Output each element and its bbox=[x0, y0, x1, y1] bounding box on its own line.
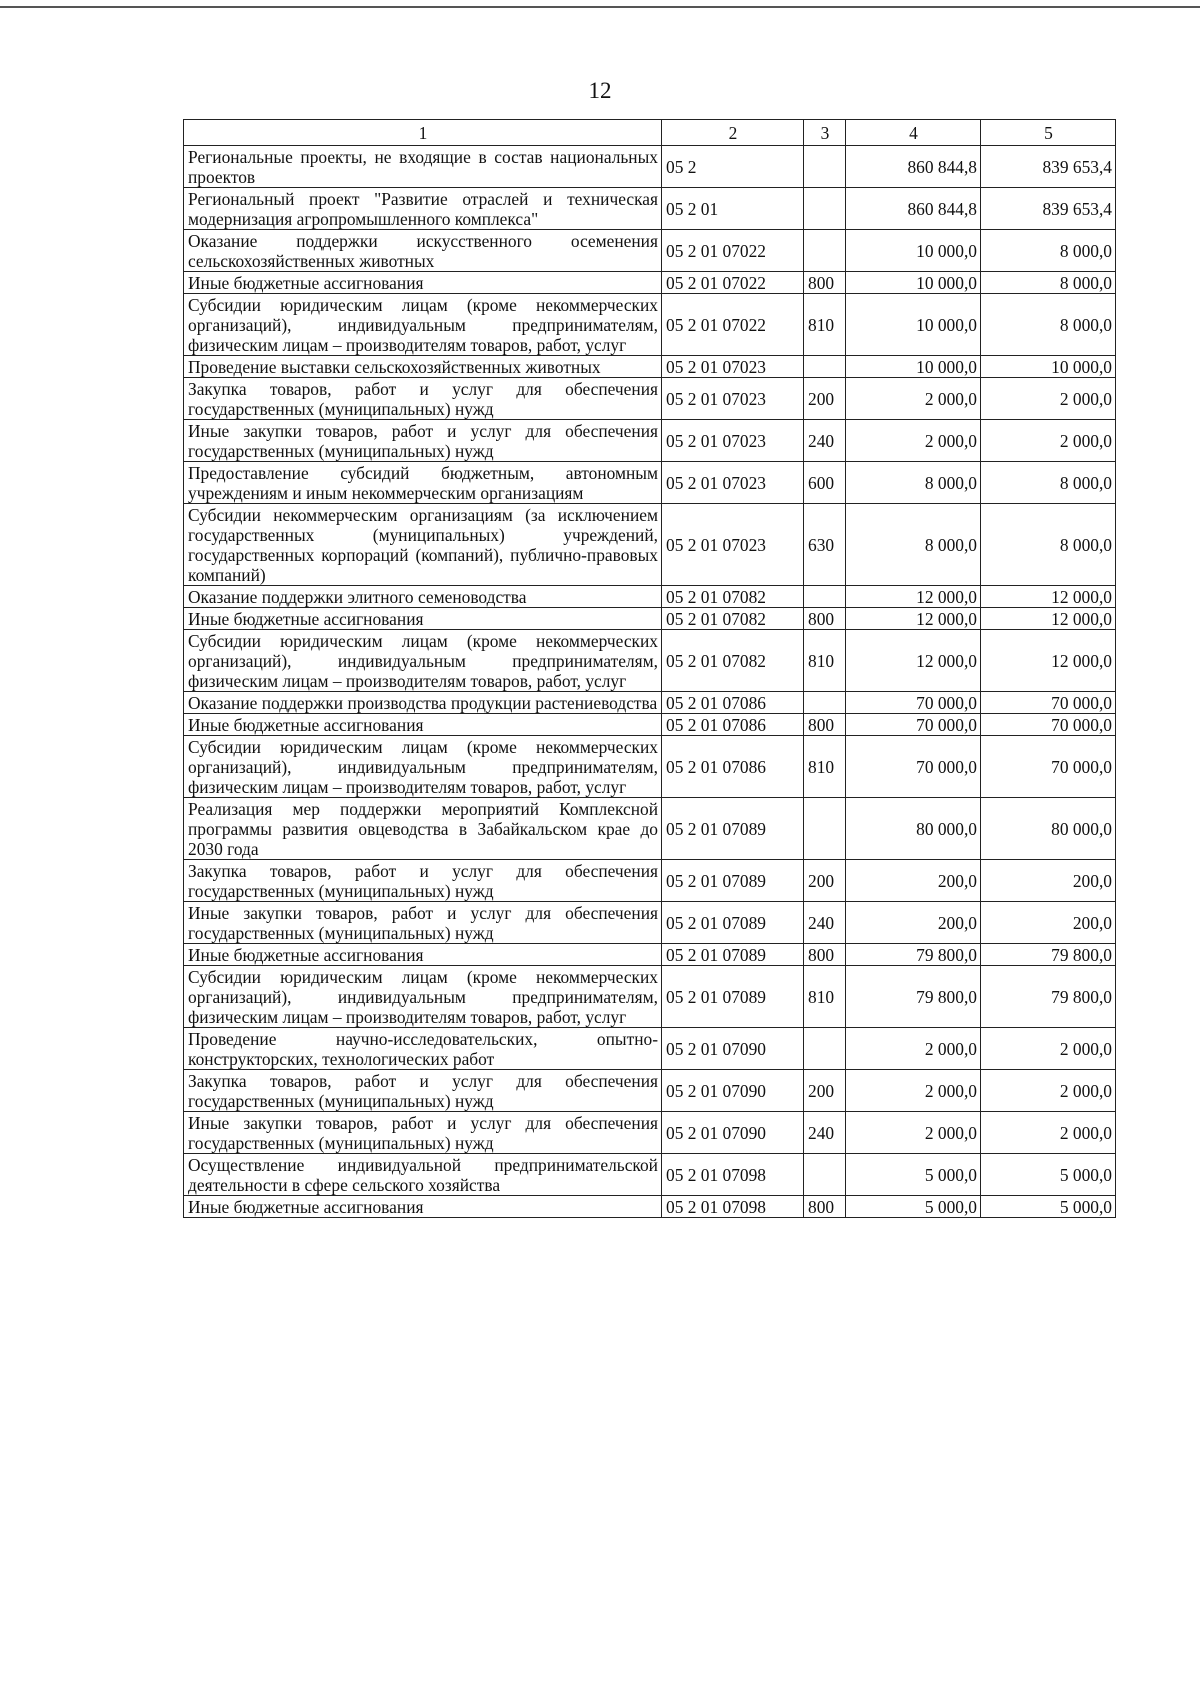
row-value-2-cell: 5 000,0 bbox=[981, 1196, 1116, 1218]
row-kvr-cell bbox=[804, 798, 846, 860]
row-kvr-cell: 810 bbox=[804, 966, 846, 1028]
row-value-1-cell: 860 844,8 bbox=[846, 146, 981, 188]
row-kvr-cell bbox=[804, 1154, 846, 1196]
row-value-2-cell: 8 000,0 bbox=[981, 462, 1116, 504]
row-code-cell: 05 2 01 07086 bbox=[662, 736, 804, 798]
row-value-2-cell: 2 000,0 bbox=[981, 378, 1116, 420]
row-code-cell: 05 2 01 07090 bbox=[662, 1070, 804, 1112]
budget-table bbox=[183, 119, 1116, 1218]
table-row bbox=[184, 692, 1116, 714]
row-value-1-cell: 12 000,0 bbox=[846, 586, 981, 608]
row-value-2-cell: 12 000,0 bbox=[981, 608, 1116, 630]
row-value-2-cell: 70 000,0 bbox=[981, 692, 1116, 714]
row-value-1-cell: 5 000,0 bbox=[846, 1196, 981, 1218]
row-value-1-cell: 70 000,0 bbox=[846, 692, 981, 714]
row-value-2-cell: 5 000,0 bbox=[981, 1154, 1116, 1196]
table-row bbox=[184, 1112, 1116, 1154]
column-header: 5 bbox=[981, 120, 1116, 146]
row-value-2-cell: 2 000,0 bbox=[981, 1112, 1116, 1154]
column-header: 1 bbox=[184, 120, 662, 146]
row-value-2-cell: 80 000,0 bbox=[981, 798, 1116, 860]
row-value-1-cell: 10 000,0 bbox=[846, 272, 981, 294]
row-name-cell: Региональные проекты, не входящие в состав национальных проектов bbox=[184, 146, 662, 188]
row-value-2-cell: 70 000,0 bbox=[981, 736, 1116, 798]
row-kvr-cell: 600 bbox=[804, 462, 846, 504]
row-value-1-cell: 8 000,0 bbox=[846, 462, 981, 504]
table-row bbox=[184, 1070, 1116, 1112]
row-code-cell: 05 2 01 07090 bbox=[662, 1112, 804, 1154]
row-kvr-cell: 810 bbox=[804, 294, 846, 356]
row-name-cell: Оказание поддержки элитного семеноводства bbox=[184, 586, 662, 608]
row-value-1-cell: 10 000,0 bbox=[846, 294, 981, 356]
table-row bbox=[184, 230, 1116, 272]
row-kvr-cell: 800 bbox=[804, 272, 846, 294]
row-name-cell: Региональный проект "Развитие отраслей и техническая модернизация агропромышленного комплекса" bbox=[184, 188, 662, 230]
row-kvr-cell: 810 bbox=[804, 630, 846, 692]
row-name-cell: Иные бюджетные ассигнования bbox=[184, 1196, 662, 1218]
row-name-cell: Иные бюджетные ассигнования bbox=[184, 714, 662, 736]
row-value-2-cell: 10 000,0 bbox=[981, 356, 1116, 378]
row-value-2-cell: 839 653,4 bbox=[981, 146, 1116, 188]
row-name-cell: Иные закупки товаров, работ и услуг для обеспечения государственных (муниципальных) нужд bbox=[184, 1112, 662, 1154]
row-value-2-cell: 200,0 bbox=[981, 902, 1116, 944]
row-code-cell: 05 2 01 07082 bbox=[662, 608, 804, 630]
row-value-1-cell: 200,0 bbox=[846, 902, 981, 944]
row-code-cell: 05 2 01 bbox=[662, 188, 804, 230]
table-row bbox=[184, 356, 1116, 378]
row-name-cell: Иные закупки товаров, работ и услуг для обеспечения государственных (муниципальных) нужд bbox=[184, 902, 662, 944]
row-kvr-cell: 200 bbox=[804, 1070, 846, 1112]
row-value-1-cell: 2 000,0 bbox=[846, 378, 981, 420]
row-kvr-cell: 200 bbox=[804, 378, 846, 420]
table-row bbox=[184, 586, 1116, 608]
row-kvr-cell: 240 bbox=[804, 1112, 846, 1154]
row-code-cell: 05 2 01 07086 bbox=[662, 714, 804, 736]
row-value-2-cell: 79 800,0 bbox=[981, 944, 1116, 966]
row-name-cell: Субсидии юридическим лицам (кроме некоммерческих организаций), индивидуальным предпринимателям, физическим лицам – производителям товаров, работ, услуг bbox=[184, 736, 662, 798]
row-kvr-cell bbox=[804, 586, 846, 608]
top-rule bbox=[0, 6, 1200, 8]
row-value-2-cell: 8 000,0 bbox=[981, 294, 1116, 356]
table-row bbox=[184, 1028, 1116, 1070]
table-row bbox=[184, 1154, 1116, 1196]
row-value-1-cell: 8 000,0 bbox=[846, 504, 981, 586]
row-kvr-cell: 200 bbox=[804, 860, 846, 902]
row-value-2-cell: 8 000,0 bbox=[981, 272, 1116, 294]
row-code-cell: 05 2 01 07089 bbox=[662, 902, 804, 944]
column-header: 4 bbox=[846, 120, 981, 146]
row-value-2-cell: 2 000,0 bbox=[981, 420, 1116, 462]
row-value-1-cell: 10 000,0 bbox=[846, 356, 981, 378]
row-name-cell: Закупка товаров, работ и услуг для обеспечения государственных (муниципальных) нужд bbox=[184, 1070, 662, 1112]
row-value-1-cell: 2 000,0 bbox=[846, 1070, 981, 1112]
table-row bbox=[184, 714, 1116, 736]
row-value-1-cell: 70 000,0 bbox=[846, 714, 981, 736]
row-kvr-cell: 240 bbox=[804, 420, 846, 462]
row-value-1-cell: 2 000,0 bbox=[846, 1112, 981, 1154]
table-row bbox=[184, 736, 1116, 798]
row-code-cell: 05 2 01 07023 bbox=[662, 378, 804, 420]
row-name-cell: Реализация мер поддержки мероприятий Комплексной программы развития овцеводства в Забайкальском крае до 2030 года bbox=[184, 798, 662, 860]
table-row bbox=[184, 504, 1116, 586]
row-value-2-cell: 839 653,4 bbox=[981, 188, 1116, 230]
row-kvr-cell: 800 bbox=[804, 714, 846, 736]
row-name-cell: Осуществление индивидуальной предпринимательской деятельности в сфере сельского хозяйства bbox=[184, 1154, 662, 1196]
row-kvr-cell: 800 bbox=[804, 1196, 846, 1218]
table-row bbox=[184, 420, 1116, 462]
row-code-cell: 05 2 01 07082 bbox=[662, 630, 804, 692]
row-name-cell: Оказание поддержки производства продукции растениеводства bbox=[184, 692, 662, 714]
row-name-cell: Закупка товаров, работ и услуг для обеспечения государственных (муниципальных) нужд bbox=[184, 860, 662, 902]
row-code-cell: 05 2 01 07089 bbox=[662, 944, 804, 966]
column-header: 3 bbox=[804, 120, 846, 146]
row-code-cell: 05 2 bbox=[662, 146, 804, 188]
table-row bbox=[184, 860, 1116, 902]
row-code-cell: 05 2 01 07098 bbox=[662, 1196, 804, 1218]
row-value-2-cell: 79 800,0 bbox=[981, 966, 1116, 1028]
row-name-cell: Проведение научно-исследовательских, опытно-конструкторских, технологических работ bbox=[184, 1028, 662, 1070]
row-name-cell: Иные бюджетные ассигнования bbox=[184, 272, 662, 294]
row-kvr-cell bbox=[804, 1028, 846, 1070]
row-value-2-cell: 2 000,0 bbox=[981, 1070, 1116, 1112]
row-value-1-cell: 12 000,0 bbox=[846, 608, 981, 630]
row-value-2-cell: 200,0 bbox=[981, 860, 1116, 902]
row-code-cell: 05 2 01 07023 bbox=[662, 420, 804, 462]
row-code-cell: 05 2 01 07089 bbox=[662, 798, 804, 860]
row-kvr-cell bbox=[804, 146, 846, 188]
row-value-1-cell: 5 000,0 bbox=[846, 1154, 981, 1196]
row-code-cell: 05 2 01 07022 bbox=[662, 294, 804, 356]
row-code-cell: 05 2 01 07098 bbox=[662, 1154, 804, 1196]
row-code-cell: 05 2 01 07023 bbox=[662, 356, 804, 378]
row-code-cell: 05 2 01 07086 bbox=[662, 692, 804, 714]
table-row bbox=[184, 944, 1116, 966]
row-code-cell: 05 2 01 07022 bbox=[662, 230, 804, 272]
row-name-cell: Субсидии юридическим лицам (кроме некоммерческих организаций), индивидуальным предпринимателям, физическим лицам – производителям товаров, работ, услуг bbox=[184, 294, 662, 356]
row-value-1-cell: 10 000,0 bbox=[846, 230, 981, 272]
row-name-cell: Иные закупки товаров, работ и услуг для обеспечения государственных (муниципальных) нужд bbox=[184, 420, 662, 462]
row-value-1-cell: 70 000,0 bbox=[846, 736, 981, 798]
row-name-cell: Иные бюджетные ассигнования bbox=[184, 608, 662, 630]
row-code-cell: 05 2 01 07023 bbox=[662, 462, 804, 504]
table-row bbox=[184, 798, 1116, 860]
row-value-1-cell: 79 800,0 bbox=[846, 944, 981, 966]
row-value-1-cell: 2 000,0 bbox=[846, 420, 981, 462]
row-kvr-cell: 240 bbox=[804, 902, 846, 944]
table-row bbox=[184, 272, 1116, 294]
row-value-1-cell: 80 000,0 bbox=[846, 798, 981, 860]
row-name-cell: Оказание поддержки искусственного осеменения сельскохозяйственных животных bbox=[184, 230, 662, 272]
column-header: 2 bbox=[662, 120, 804, 146]
row-kvr-cell: 810 bbox=[804, 736, 846, 798]
row-kvr-cell bbox=[804, 230, 846, 272]
page-number: 12 bbox=[588, 78, 612, 103]
table-row bbox=[184, 966, 1116, 1028]
row-name-cell: Иные бюджетные ассигнования bbox=[184, 944, 662, 966]
table-row bbox=[184, 294, 1116, 356]
row-value-2-cell: 70 000,0 bbox=[981, 714, 1116, 736]
row-code-cell: 05 2 01 07089 bbox=[662, 860, 804, 902]
row-value-1-cell: 79 800,0 bbox=[846, 966, 981, 1028]
row-kvr-cell bbox=[804, 356, 846, 378]
row-code-cell: 05 2 01 07089 bbox=[662, 966, 804, 1028]
row-name-cell: Субсидии юридическим лицам (кроме некоммерческих организаций), индивидуальным предпринимателям, физическим лицам – производителям товаров, работ, услуг bbox=[184, 966, 662, 1028]
row-value-2-cell: 8 000,0 bbox=[981, 504, 1116, 586]
table-body bbox=[184, 146, 1116, 1218]
row-kvr-cell bbox=[804, 188, 846, 230]
row-kvr-cell: 800 bbox=[804, 944, 846, 966]
row-code-cell: 05 2 01 07090 bbox=[662, 1028, 804, 1070]
row-code-cell: 05 2 01 07082 bbox=[662, 586, 804, 608]
row-value-2-cell: 8 000,0 bbox=[981, 230, 1116, 272]
row-code-cell: 05 2 01 07023 bbox=[662, 504, 804, 586]
row-name-cell: Предоставление субсидий бюджетным, автономным учреждениям и иным некоммерческим организациям bbox=[184, 462, 662, 504]
row-kvr-cell: 630 bbox=[804, 504, 846, 586]
table-row bbox=[184, 462, 1116, 504]
row-value-2-cell: 12 000,0 bbox=[981, 630, 1116, 692]
header-row bbox=[184, 120, 1116, 146]
table-row bbox=[184, 1196, 1116, 1218]
row-code-cell: 05 2 01 07022 bbox=[662, 272, 804, 294]
row-value-1-cell: 12 000,0 bbox=[846, 630, 981, 692]
row-kvr-cell bbox=[804, 692, 846, 714]
row-name-cell: Проведение выставки сельскохозяйственных животных bbox=[184, 356, 662, 378]
table-row bbox=[184, 378, 1116, 420]
table-row bbox=[184, 146, 1116, 188]
row-name-cell: Закупка товаров, работ и услуг для обеспечения государственных (муниципальных) нужд bbox=[184, 378, 662, 420]
row-kvr-cell: 800 bbox=[804, 608, 846, 630]
table-row bbox=[184, 630, 1116, 692]
row-value-1-cell: 860 844,8 bbox=[846, 188, 981, 230]
row-value-2-cell: 12 000,0 bbox=[981, 586, 1116, 608]
row-value-1-cell: 2 000,0 bbox=[846, 1028, 981, 1070]
row-name-cell: Субсидии некоммерческим организациям (за исключением государственных (муниципальных) учреждений, государственных корпораций (компаний), публично-правовых компаний) bbox=[184, 504, 662, 586]
table-row bbox=[184, 608, 1116, 630]
table-row bbox=[184, 188, 1116, 230]
row-value-1-cell: 200,0 bbox=[846, 860, 981, 902]
row-name-cell: Субсидии юридическим лицам (кроме некоммерческих организаций), индивидуальным предпринимателям, физическим лицам – производителям товаров, работ, услуг bbox=[184, 630, 662, 692]
row-value-2-cell: 2 000,0 bbox=[981, 1028, 1116, 1070]
table-row bbox=[184, 902, 1116, 944]
